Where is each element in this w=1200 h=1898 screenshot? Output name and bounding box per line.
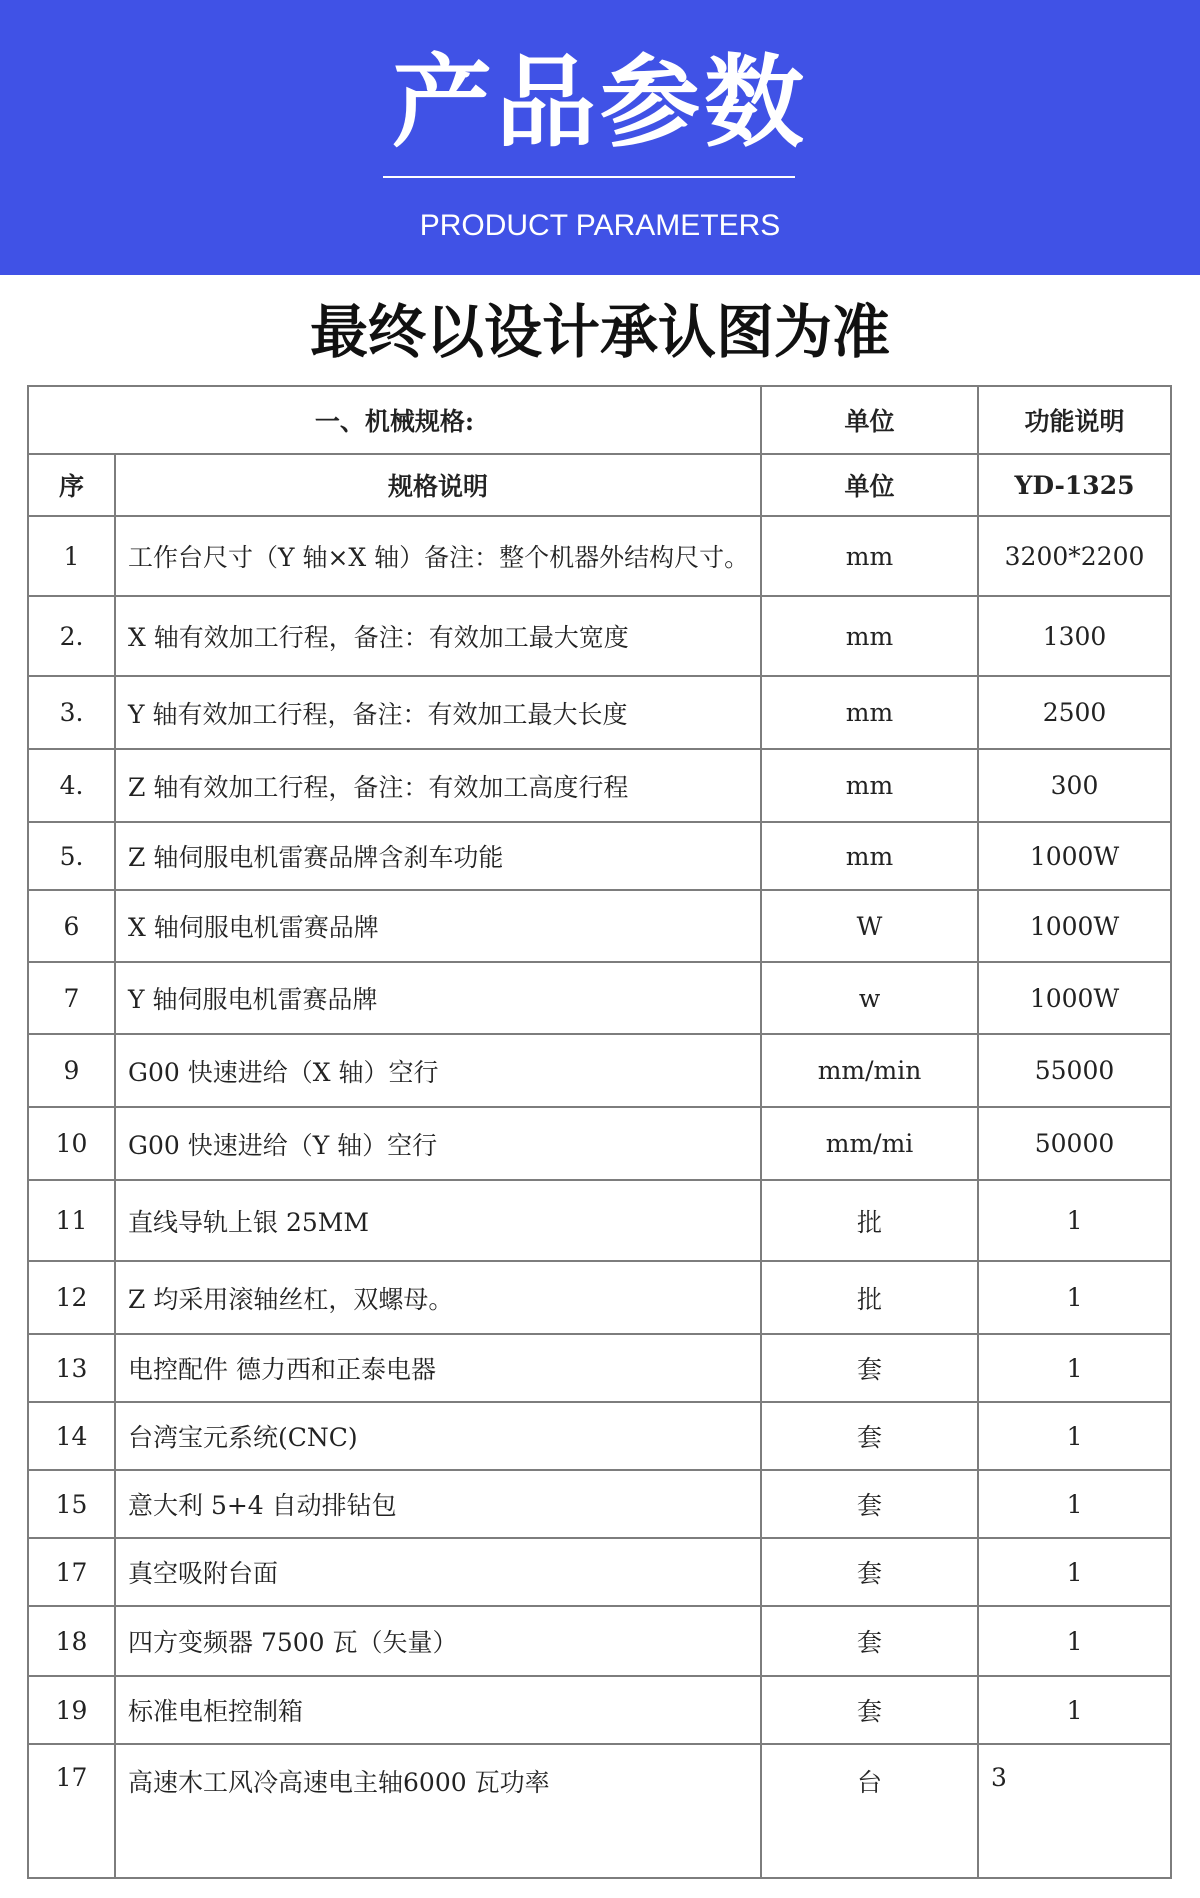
row-seq: 18: [28, 1606, 115, 1676]
row-unit: mm: [761, 516, 978, 596]
row-unit: 套: [761, 1334, 978, 1402]
table-row: [28, 1334, 1171, 1402]
row-spec: 台湾宝元系统(CNC): [115, 1402, 761, 1470]
row-spec: Y 轴有效加工行程，备注：有效加工最大长度: [115, 676, 761, 749]
row-seq: 19: [28, 1676, 115, 1744]
row-spec: 高速木工风冷高速电主轴6000 瓦功率: [115, 1744, 761, 1878]
row-unit: W: [761, 890, 978, 962]
section-title: 一、机械规格:: [28, 386, 761, 454]
row-spec: 电控配件 德力西和正泰电器: [115, 1334, 761, 1402]
row-spec: Y 轴伺服电机雷赛品牌: [115, 962, 761, 1034]
row-value: 1: [978, 1676, 1171, 1744]
table-row-last: [28, 1744, 1171, 1878]
table-row: [28, 1034, 1171, 1107]
table-row: [28, 1261, 1171, 1334]
header-banner: [0, 0, 1200, 275]
header-unit: 单位: [761, 454, 978, 516]
row-unit: 批: [761, 1261, 978, 1334]
row-seq: 11: [28, 1180, 115, 1261]
row-spec: 意大利 5+4 自动排钻包: [115, 1470, 761, 1538]
table-row: [28, 516, 1171, 596]
row-value: 1: [978, 1334, 1171, 1402]
row-value: 1000W: [978, 962, 1171, 1034]
row-unit: 台: [761, 1744, 978, 1878]
row-value: 1300: [978, 596, 1171, 676]
banner-divider: [383, 176, 795, 178]
row-spec: Z 轴有效加工行程，备注：有效加工高度行程: [115, 749, 761, 822]
table-row: [28, 822, 1171, 890]
row-value: 1: [978, 1180, 1171, 1261]
row-unit: mm: [761, 676, 978, 749]
row-unit: 套: [761, 1606, 978, 1676]
row-unit: mm/min: [761, 1034, 978, 1107]
row-spec: G00 快速进给（Y 轴）空行: [115, 1107, 761, 1180]
table-row: [28, 1676, 1171, 1744]
row-spec: G00 快速进给（X 轴）空行: [115, 1034, 761, 1107]
row-spec: 工作台尺寸（Y 轴×X 轴）备注：整个机器外结构尺寸。: [115, 516, 761, 596]
row-value: 1000W: [978, 822, 1171, 890]
table-row: [28, 596, 1171, 676]
row-value: 1000W: [978, 890, 1171, 962]
row-unit: mm: [761, 596, 978, 676]
row-seq: 15: [28, 1470, 115, 1538]
row-unit: 套: [761, 1470, 978, 1538]
row-value: 1: [978, 1261, 1171, 1334]
row-seq: 13: [28, 1334, 115, 1402]
row-value: 50000: [978, 1107, 1171, 1180]
table-row: [28, 749, 1171, 822]
table-row: [28, 1180, 1171, 1261]
table-row: [28, 676, 1171, 749]
row-spec: X 轴有效加工行程，备注：有效加工最大宽度: [115, 596, 761, 676]
table-row: [28, 1538, 1171, 1606]
row-spec: 真空吸附台面: [115, 1538, 761, 1606]
table-row: [28, 1402, 1171, 1470]
row-spec: 直线导轨上银 25MM: [115, 1180, 761, 1261]
row-value: 1: [978, 1606, 1171, 1676]
table-row: [28, 890, 1171, 962]
row-value: 1: [978, 1470, 1171, 1538]
row-unit: mm: [761, 749, 978, 822]
row-seq: 12: [28, 1261, 115, 1334]
header-row: [28, 454, 1171, 516]
row-seq: 17: [28, 1538, 115, 1606]
row-seq: 6: [28, 890, 115, 962]
section-function: 功能说明: [978, 386, 1171, 454]
row-unit: w: [761, 962, 978, 1034]
row-seq: 10: [28, 1107, 115, 1180]
row-unit: mm: [761, 822, 978, 890]
row-seq: 5.: [28, 822, 115, 890]
section-row: [28, 386, 1171, 454]
row-value: 3200*2200: [978, 516, 1171, 596]
row-unit: 批: [761, 1180, 978, 1261]
header-seq: 序: [28, 454, 115, 516]
row-value: 1: [978, 1402, 1171, 1470]
row-spec: X 轴伺服电机雷赛品牌: [115, 890, 761, 962]
row-seq: 1: [28, 516, 115, 596]
row-seq: 9: [28, 1034, 115, 1107]
row-seq: 2.: [28, 596, 115, 676]
spec-table: [27, 385, 1172, 1879]
row-seq: 7: [28, 962, 115, 1034]
row-value: 1: [978, 1538, 1171, 1606]
row-spec: 标准电柜控制箱: [115, 1676, 761, 1744]
table-row: [28, 1606, 1171, 1676]
row-seq: 4.: [28, 749, 115, 822]
row-seq: 3.: [28, 676, 115, 749]
banner-title: 产品参数: [392, 44, 808, 161]
row-value: 2500: [978, 676, 1171, 749]
table-row: [28, 962, 1171, 1034]
row-value: 55000: [978, 1034, 1171, 1107]
row-seq: 14: [28, 1402, 115, 1470]
table-row: [28, 1107, 1171, 1180]
row-spec: Z 均采用滚轴丝杠，双螺母。: [115, 1261, 761, 1334]
row-value: 300: [978, 749, 1171, 822]
row-value: 3: [978, 1744, 1171, 1878]
table-row: [28, 1470, 1171, 1538]
row-unit: 套: [761, 1538, 978, 1606]
row-unit: 套: [761, 1402, 978, 1470]
row-spec: Z 轴伺服电机雷赛品牌含刹车功能: [115, 822, 761, 890]
row-spec: 四方变频器 7500 瓦（矢量）: [115, 1606, 761, 1676]
design-notice: 最终以设计承认图为准: [309, 298, 890, 366]
row-seq: 17: [28, 1744, 115, 1878]
header-spec: 规格说明: [115, 454, 761, 516]
row-unit: mm/mi: [761, 1107, 978, 1180]
header-model: YD-1325: [978, 454, 1171, 516]
section-unit: 单位: [761, 386, 978, 454]
row-unit: 套: [761, 1676, 978, 1744]
banner-subtitle: PRODUCT PARAMETERS: [419, 209, 781, 242]
